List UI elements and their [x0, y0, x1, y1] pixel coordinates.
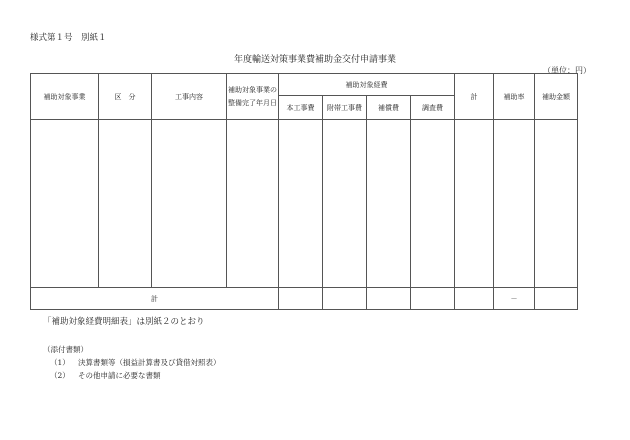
total-row	[31, 288, 578, 310]
cell-amount[interactable]	[535, 120, 578, 288]
total-rate: －	[494, 288, 535, 310]
subsidy-application-table	[30, 73, 578, 310]
col-header-ancillary-work: 附帯工事費	[323, 96, 367, 120]
attachment-text: その他申請に必要な書類	[78, 371, 161, 380]
col-header-main-work: 本工事費	[279, 96, 323, 120]
total-survey[interactable]	[411, 288, 455, 310]
cell-compensation[interactable]	[367, 120, 411, 288]
total-main-work[interactable]	[279, 288, 323, 310]
cell-total[interactable]	[455, 120, 494, 288]
total-total[interactable]	[455, 288, 494, 310]
header-row	[31, 74, 578, 96]
total-amount[interactable]	[535, 288, 578, 310]
attachment-text: 決算書類等（損益計算書及び貸借対照表）	[78, 358, 221, 367]
unit-label: （単位：円）	[543, 66, 591, 75]
col-header-schedule-line1: 補助対象事業の	[228, 85, 277, 94]
cell-rate[interactable]	[494, 120, 535, 288]
form-id: 様式第１号 別紙１	[30, 33, 107, 43]
col-header-amount: 補助金額	[535, 74, 578, 120]
attachment-item	[50, 370, 161, 381]
table-row	[31, 120, 578, 288]
cell-project[interactable]	[31, 120, 99, 288]
total-compensation[interactable]	[367, 288, 411, 310]
detail-sheet-note: 「補助対象経費明細表」は別紙２のとおり	[43, 317, 205, 327]
col-header-schedule	[227, 74, 279, 120]
col-header-total: 計	[455, 74, 494, 120]
cell-schedule[interactable]	[227, 120, 279, 288]
attachment-item	[50, 357, 221, 368]
col-header-rate: 補助率	[494, 74, 535, 120]
col-header-cost-group: 補助対象経費	[279, 74, 455, 96]
col-header-survey: 調査費	[411, 96, 455, 120]
total-row-label: 計	[31, 288, 279, 310]
col-header-schedule-line2: 整備完了年月日	[228, 98, 277, 107]
cell-ancillary-work[interactable]	[323, 120, 367, 288]
cell-work[interactable]	[152, 120, 227, 288]
attachment-number: （1）	[50, 358, 70, 367]
cell-main-work[interactable]	[279, 120, 323, 288]
col-header-category: 区 分	[99, 74, 152, 120]
cell-category[interactable]	[99, 120, 152, 288]
attachments-heading: （添付書類）	[43, 345, 88, 354]
col-header-compensation: 補償費	[367, 96, 411, 120]
col-header-project: 補助対象事業	[31, 74, 99, 120]
attachment-number: （2）	[50, 371, 70, 380]
total-ancillary-work[interactable]	[323, 288, 367, 310]
cell-survey[interactable]	[411, 120, 455, 288]
col-header-work: 工事内容	[152, 74, 227, 120]
document-title: 年度輸送対策事業費補助金交付申請事業	[233, 55, 396, 65]
